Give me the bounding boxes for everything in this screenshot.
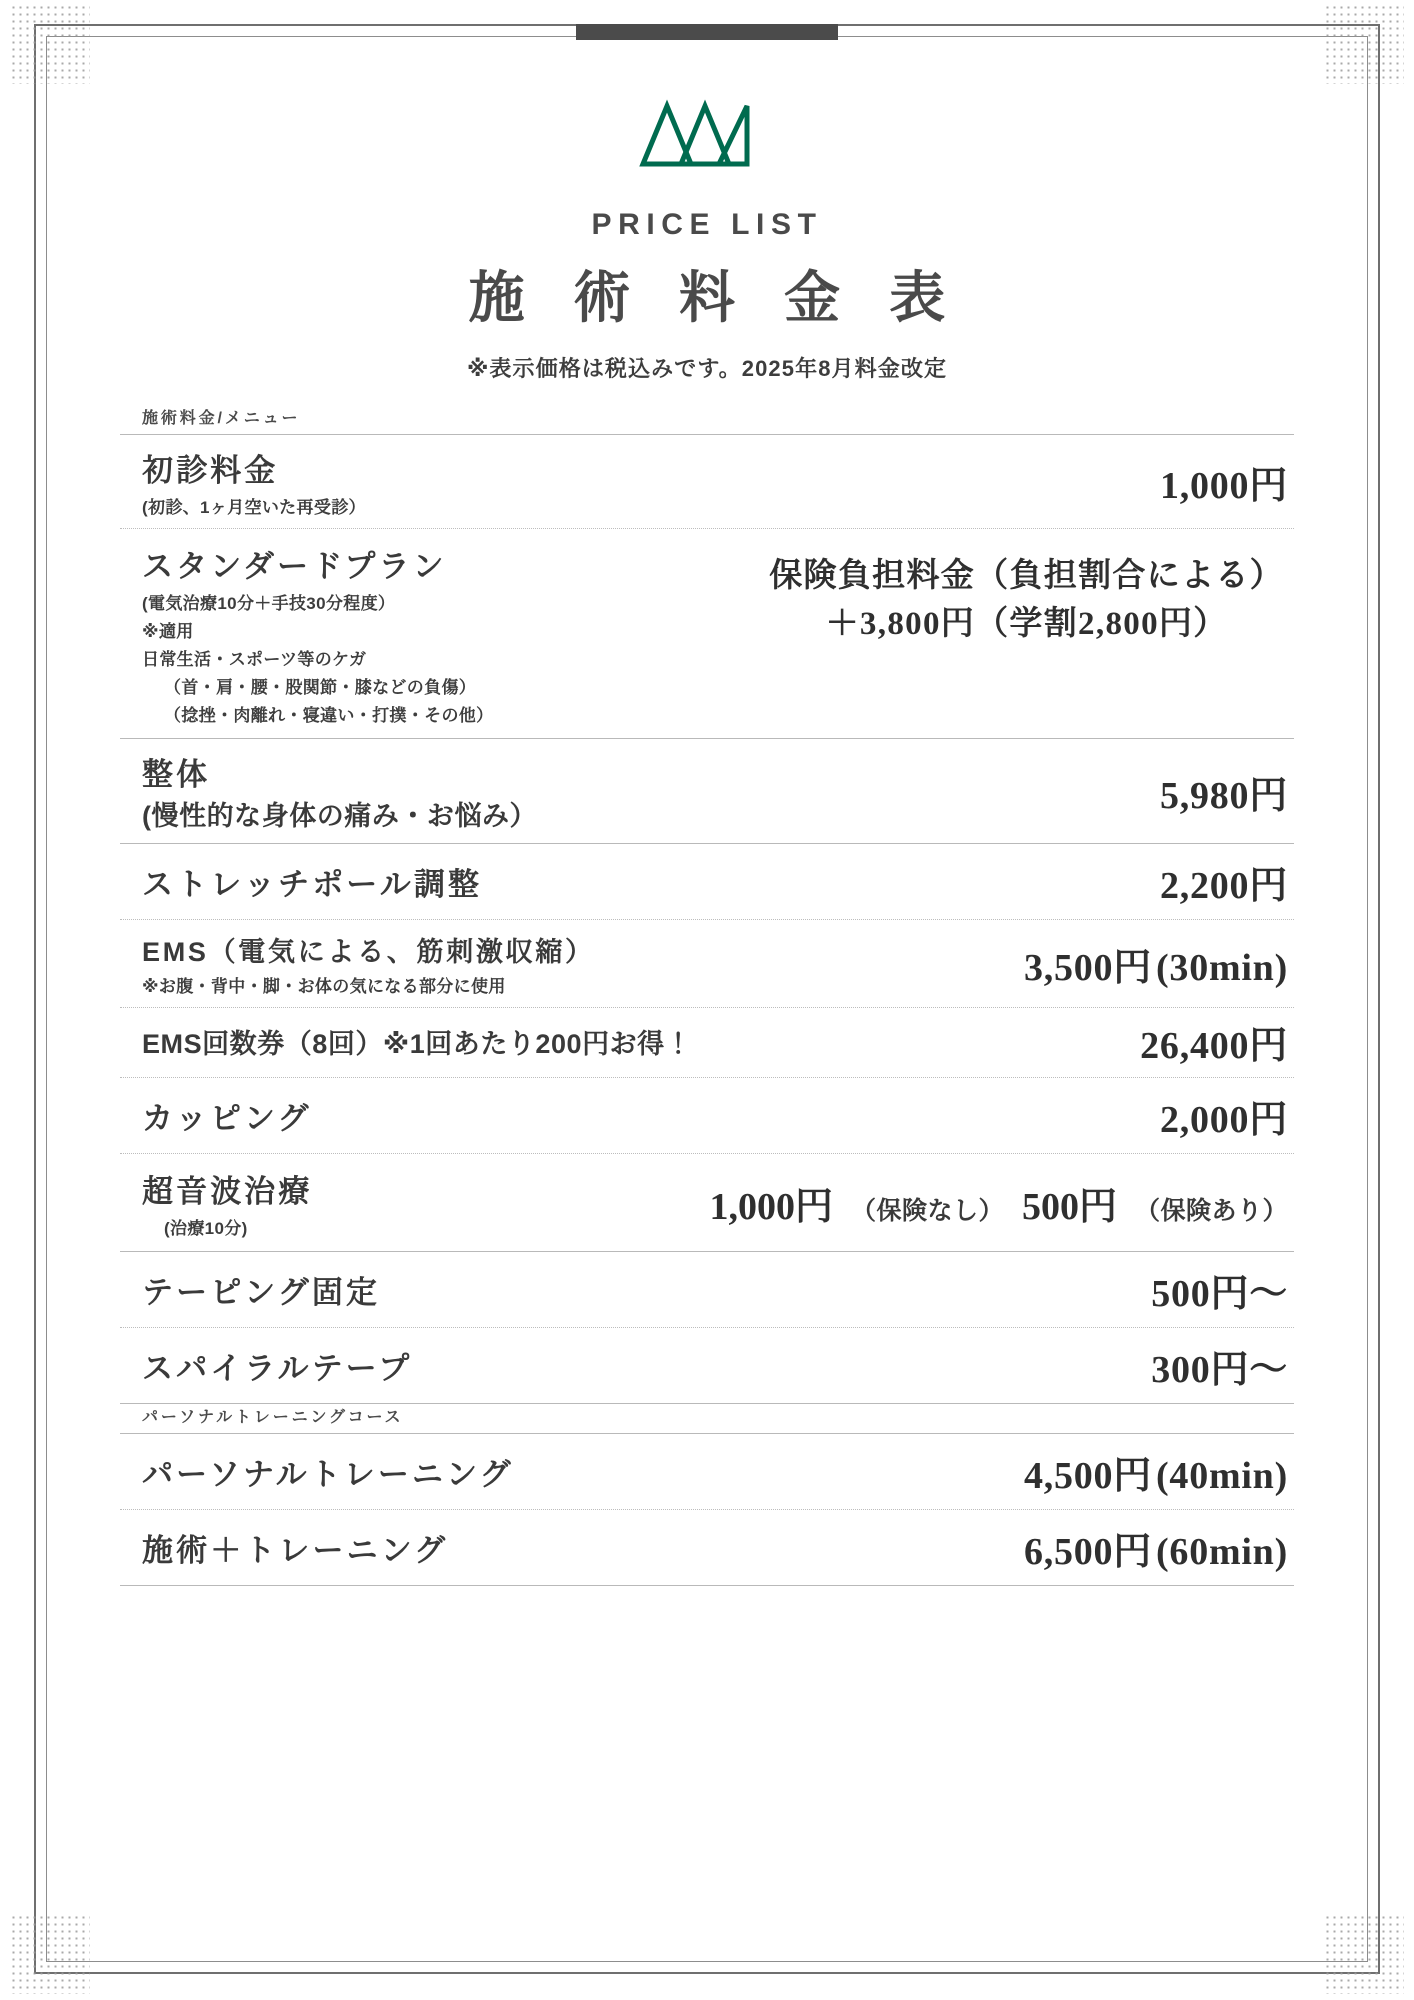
top-tab-bar <box>576 24 838 40</box>
item-name: 超音波治療 <box>142 1174 313 1209</box>
item-subtext-2: ※適用 <box>142 622 194 641</box>
section-label-menu: 施術料金/メニュー <box>120 405 1294 435</box>
item-subtext: (慢性的な身体の痛み・お悩み） <box>142 801 538 831</box>
corner-ornament-top-left <box>10 4 90 84</box>
item-price-no-insurance: 1,000円 <box>709 1186 833 1228</box>
item-subtext-4: （首・肩・腰・股関節・膝などの負傷） <box>164 678 477 697</box>
item-name: EMS回数券（8回）※1回あたり200円お得！ <box>142 1029 693 1059</box>
page-title-en: PRICE LIST <box>591 208 823 241</box>
section-label-personal-training: パーソナルトレーニングコース <box>120 1404 1294 1434</box>
item-price: 6,500円 <box>1023 1531 1153 1573</box>
corner-ornament-top-right <box>1324 4 1404 84</box>
item-price: 5,980円 <box>1159 774 1288 817</box>
item-price: 3,500円 <box>1023 947 1153 989</box>
corner-ornament-bottom-right <box>1324 1914 1404 1994</box>
item-name: スタンダードプラン <box>142 549 447 584</box>
item-price: 2,200円 <box>1159 865 1288 907</box>
item-price-line-1: 保険負担料金（負担割合による） <box>769 558 1284 594</box>
item-name: スパイラルテープ <box>142 1351 413 1386</box>
item-price: 4,500円 <box>1023 1455 1153 1497</box>
table-row-ems-ticket <box>120 1008 1294 1078</box>
item-name: パーソナルトレーニング <box>142 1457 514 1492</box>
item-price-unit: (40min) <box>1156 1455 1288 1497</box>
item-name: 整体 <box>142 757 211 792</box>
item-name: 初診料金 <box>142 453 279 488</box>
item-price-line-2: ＋3,800円（学割2,800円） <box>825 605 1228 642</box>
item-caption-no-insurance: （保険なし） <box>850 1197 1004 1225</box>
table-row-personal-training <box>120 1434 1294 1510</box>
table-row-spiral-tape <box>120 1328 1294 1404</box>
table-row-seitai <box>120 739 1294 844</box>
item-price-unit: (30min) <box>1156 947 1288 989</box>
item-price: 1,000円 <box>1159 465 1288 507</box>
item-price: 26,400円 <box>1140 1025 1288 1067</box>
item-name: ストレッチポール調整 <box>142 867 483 902</box>
table-row-ems <box>120 920 1294 1008</box>
corner-ornament-bottom-left <box>10 1914 90 1994</box>
item-subtext: ※お腹・背中・脚・お体の気になる部分に使用 <box>142 977 506 996</box>
mountain-triple-peak-logo-icon <box>637 92 777 182</box>
table-row-stretch-pole <box>120 844 1294 920</box>
item-price-with-insurance: 500円 <box>1021 1186 1117 1228</box>
price-list-content <box>120 92 1294 1586</box>
page-title: 施 術 料 金 表 <box>468 266 963 329</box>
item-name: カッピング <box>142 1101 312 1136</box>
item-price-unit: (60min) <box>1156 1531 1288 1573</box>
item-subtext-5: （捻挫・肉離れ・寝違い・打撲・その他） <box>164 706 494 725</box>
item-subtext: (初診、1ヶ月空いた再受診） <box>142 498 366 517</box>
item-price: 500円〜 <box>1151 1273 1288 1315</box>
logo <box>120 92 1294 182</box>
item-price: 2,000円 <box>1159 1099 1288 1141</box>
tax-note: ※表示価格は税込みです。2025年8月料金改定 <box>466 356 948 381</box>
item-caption-with-insurance: （保険あり） <box>1134 1197 1288 1225</box>
item-subtext-1: (電気治療10分＋手技30分程度） <box>142 594 396 613</box>
table-row-ultrasound <box>120 1154 1294 1252</box>
table-row-cupping <box>120 1078 1294 1154</box>
item-name: テーピング固定 <box>142 1275 381 1310</box>
item-name: 施術＋トレーニング <box>142 1533 449 1568</box>
item-subtext: (治療10分) <box>164 1219 248 1238</box>
table-row-taping <box>120 1252 1294 1328</box>
table-row-standard-plan <box>120 529 1294 739</box>
item-subtext-3: 日常生活・スポーツ等のケガ <box>142 650 367 669</box>
table-row-first-visit <box>120 435 1294 529</box>
table-row-treatment-plus-training <box>120 1510 1294 1586</box>
item-name: EMS（電気による、筋刺激収縮） <box>142 937 595 967</box>
item-price: 300円〜 <box>1151 1349 1288 1391</box>
